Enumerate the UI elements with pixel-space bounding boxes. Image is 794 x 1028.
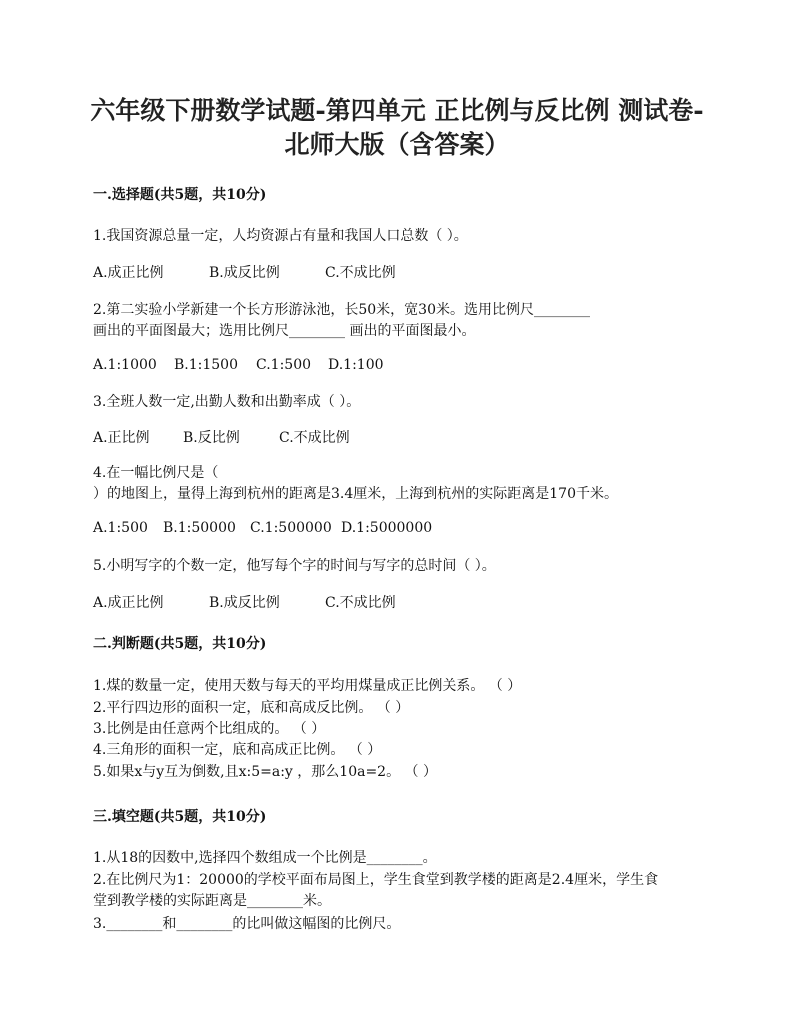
option-d: D.1:100 <box>328 357 384 373</box>
question-4-text-line-1: 4.在一幅比例尺是（ <box>93 465 219 481</box>
option-c: C.1:500 <box>256 357 312 373</box>
option-a: A.成正比例 <box>93 265 164 281</box>
judgement-item-5: 5.如果x与y互为倒数,且x:5=a:y ，那么10a=2。 （ ） <box>93 764 437 780</box>
question-3-text: 3.全班人数一定,出勤人数和出勤率成（ ）。 <box>93 394 361 410</box>
section-heading-fill-in: 三.填空题(共5题，共10分) <box>93 809 267 825</box>
option-a: A.成正比例 <box>93 595 164 611</box>
page-title-line-2: 北师大版（含答案） <box>284 130 510 159</box>
option-b: B.反比例 <box>183 430 240 446</box>
fill-item-2-line-2: 堂到教学楼的实际距离是________米。 <box>93 893 331 909</box>
option-c: C.不成比例 <box>325 595 396 611</box>
section-heading-choice: 一.选择题(共5题，共10分) <box>93 187 267 203</box>
option-c: C.不成比例 <box>279 430 350 446</box>
judgement-item-4: 4.三角形的面积一定，底和高成正比例。 （ ） <box>93 742 382 758</box>
fill-item-1: 1.从18的因数中,选择四个数组成一个比例是________。 <box>93 850 437 866</box>
option-a: A.正比例 <box>93 430 150 446</box>
option-d: D.1:5000000 <box>341 520 433 536</box>
fill-item-2-line-1: 2.在比例尺为1：20000的学校平面布局图上，学生食堂到教学楼的距离是2.4厘米，学生食 <box>93 872 659 888</box>
judgement-item-1: 1.煤的数量一定，使用天数与每天的平均用煤量成正比例关系。 （ ） <box>93 678 522 694</box>
question-2-text-line-2: 画出的平面图最大；选用比例尺________ 画出的平面图最小。 <box>93 323 476 339</box>
question-2-text-line-1: 2.第二实验小学新建一个长方形游泳池，长50米，宽30米。选用比例尺________ <box>93 302 590 318</box>
question-1-text: 1.我国资源总量一定，人均资源占有量和我国人口总数（ ）。 <box>93 228 468 244</box>
question-5-text: 5.小明写字的个数一定，他写每个字的时间与写字的总时间（ ）。 <box>93 558 496 574</box>
section-heading-judgement: 二.判断题(共5题，共10分) <box>93 636 267 652</box>
judgement-item-2: 2.平行四边形的面积一定，底和高成反比例。 （ ） <box>93 700 410 716</box>
option-b: B.1:1500 <box>174 357 238 373</box>
option-b: B.成反比例 <box>209 265 280 281</box>
option-c: C.不成比例 <box>325 265 396 281</box>
option-b: B.成反比例 <box>209 595 280 611</box>
option-b: B.1:50000 <box>163 520 236 536</box>
option-a: A.1:1000 <box>93 357 157 373</box>
page-title-line-1: 六年级下册数学试题-第四单元 正比例与反比例 测试卷- <box>90 96 704 125</box>
option-a: A.1:500 <box>93 520 148 536</box>
fill-item-3: 3.________和________的比叫做这幅图的比例尺。 <box>93 916 401 932</box>
option-c: C.1:500000 <box>250 520 332 536</box>
question-4-text-line-2: ）的地图上，量得上海到杭州的距离是3.4厘米，上海到杭州的实际距离是170千米。 <box>93 486 618 502</box>
judgement-item-3: 3.比例是由任意两个比组成的。 （ ） <box>93 721 326 737</box>
